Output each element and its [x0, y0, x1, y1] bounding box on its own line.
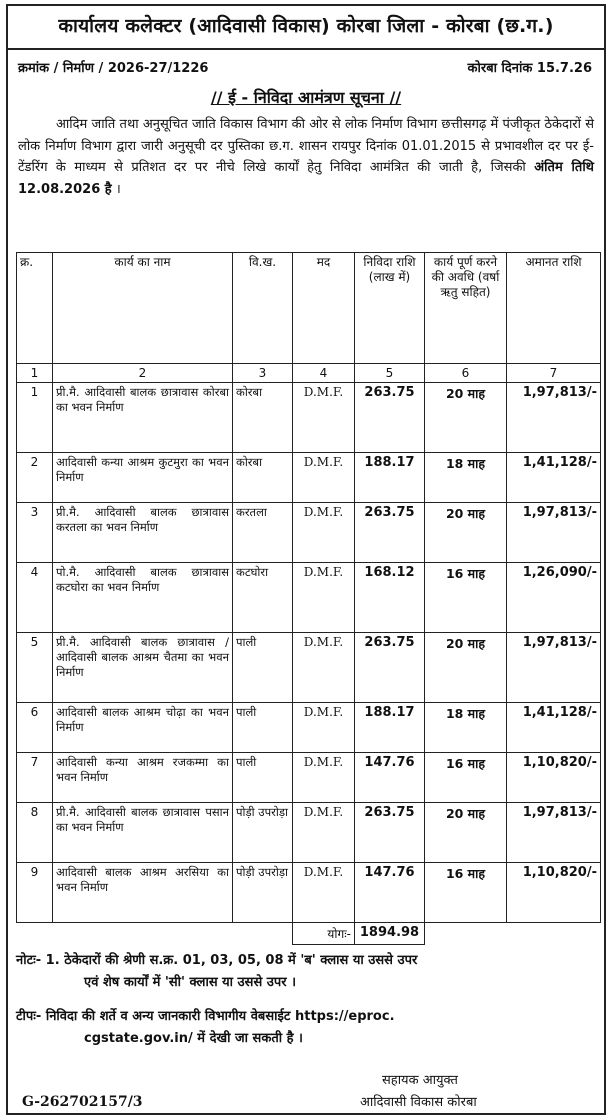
- signatory-title: सहायक आयुक्त: [382, 1073, 458, 1088]
- deposit-cell: 1,10,820/-: [507, 863, 601, 923]
- col-header-duration: कार्य पूर्ण करने की अवधि (वर्षा ऋतु सहित): [425, 253, 507, 364]
- work-name-cell: आदिवासी कन्या आश्रम रजकम्मा का भवन निर्माण: [53, 753, 233, 803]
- intro-text: आदिम जाति तथा अनुसूचित जाति विकास विभाग की ओर से लोक निर्माण विभाग छत्तीसगढ़ में पंजीकृत ठेकेदारों से लोक निर्माण विभाग द्वारा जारी अनुसूची दर पुस्तिका छ.ग. शासन रायपुर दिनांक 01.01.2015 से प्रभावशील दर पर ई-टेंडरिंग के माध्यम से प्रतिशत दर पर नीचे लिखे कार्यों हेतु निविदा आमंत्रित की जाती है, जिसकी: [18, 117, 594, 175]
- block-cell: कोरबा: [233, 453, 293, 503]
- duration-cell: 20 माह: [425, 383, 507, 453]
- notice-date: कोरबा दिनांक 15.7.26: [467, 61, 592, 76]
- block-cell: पाली: [233, 703, 293, 753]
- deposit-cell: 1,97,813/-: [507, 383, 601, 453]
- works-table: [16, 252, 601, 945]
- serial-cell: 2: [17, 453, 53, 503]
- block-cell: पाली: [233, 633, 293, 703]
- amount-cell: 188.17: [355, 453, 425, 503]
- tip-block: [16, 1006, 594, 1050]
- serial-cell: 3: [17, 503, 53, 563]
- table-row: [17, 803, 601, 863]
- table-row: [17, 703, 601, 753]
- work-name-cell: प्री.मै. आदिवासी बालक छात्रावास कोरबा का भवन निर्माण: [53, 383, 233, 453]
- head-cell: D.M.F.: [293, 633, 355, 703]
- note-block: [16, 950, 594, 994]
- col-number: 3: [233, 364, 293, 383]
- col-header-deposit: अमानत राशि: [507, 253, 601, 364]
- col-number: 5: [355, 364, 425, 383]
- duration-cell: 20 माह: [425, 803, 507, 863]
- amount-cell: 263.75: [355, 803, 425, 863]
- deposit-cell: 1,10,820/-: [507, 753, 601, 803]
- deposit-cell: 1,97,813/-: [507, 633, 601, 703]
- col-header-serial: क्र.: [17, 253, 53, 364]
- duration-cell: 16 माह: [425, 563, 507, 633]
- work-name-cell: आदिवासी बालक आश्रम अरसिया का भवन निर्माण: [53, 863, 233, 923]
- duration-cell: 16 माह: [425, 863, 507, 923]
- title-divider: [8, 48, 604, 50]
- head-cell: D.M.F.: [293, 753, 355, 803]
- block-cell: कोरबा: [233, 383, 293, 453]
- block-cell: करतला: [233, 503, 293, 563]
- amount-cell: 188.17: [355, 703, 425, 753]
- amount-cell: 263.75: [355, 633, 425, 703]
- table-row: [17, 453, 601, 503]
- deposit-cell: 1,26,090/-: [507, 563, 601, 633]
- col-header-amount: निविदा राशि (लाख में): [355, 253, 425, 364]
- amount-cell: 168.12: [355, 563, 425, 633]
- work-name-cell: आदिवासी बालक आश्रम चोढ़ा का भवन निर्माण: [53, 703, 233, 753]
- amount-cell: 147.76: [355, 753, 425, 803]
- intro-paragraph: [18, 114, 594, 200]
- col-header-head: मद: [293, 253, 355, 364]
- notice-heading: // ई - निविदा आमंत्रण सूचना //: [210, 88, 402, 107]
- serial-cell: 6: [17, 703, 53, 753]
- reference-number: क्रमांक / निर्माण / 2026-27/1226: [18, 61, 209, 76]
- col-number: 6: [425, 364, 507, 383]
- head-cell: D.M.F.: [293, 803, 355, 863]
- work-name-cell: प्री.मै. आदिवासी बालक छात्रावास करतला का भवन निर्माण: [53, 503, 233, 563]
- col-number: 1: [17, 364, 53, 383]
- tip-line-1: टीपः- निविदा की शर्ते व अन्य जानकारी विभागीय वेबसाईट https://eproc.: [16, 1009, 395, 1024]
- note-line-1: नोटः- 1. ठेकेदारों की श्रेणी स.क्र. 01, 03, 05, 08 में 'ब' क्लास या उससे उपर: [16, 953, 418, 968]
- work-name-cell: प्री.मै. आदिवासी बालक छात्रावास / आदिवासी बालक आश्रम चैतमा का भवन निर्माण: [53, 633, 233, 703]
- block-cell: पोड़ी उपरोड़ा: [233, 803, 293, 863]
- col-number: 7: [507, 364, 601, 383]
- total-label: योगः-: [293, 923, 355, 945]
- head-cell: D.M.F.: [293, 503, 355, 563]
- block-cell: पाली: [233, 753, 293, 803]
- amount-cell: 263.75: [355, 503, 425, 563]
- advertisement-code: G-262702157/3: [22, 1094, 143, 1110]
- head-cell: D.M.F.: [293, 563, 355, 633]
- total-spacer-right: [425, 923, 601, 945]
- work-name-cell: आदिवासी कन्या आश्रम कुटमुरा का भवन निर्माण: [53, 453, 233, 503]
- table-row: [17, 383, 601, 453]
- table-row: [17, 503, 601, 563]
- head-cell: D.M.F.: [293, 703, 355, 753]
- serial-cell: 9: [17, 863, 53, 923]
- signatory-office: आदिवासी विकास कोरबा: [360, 1095, 477, 1110]
- duration-cell: 16 माह: [425, 753, 507, 803]
- table-row: [17, 863, 601, 923]
- col-header-work-name: कार्य का नाम: [53, 253, 233, 364]
- head-cell: D.M.F.: [293, 863, 355, 923]
- head-cell: D.M.F.: [293, 453, 355, 503]
- tender-notice: [6, 4, 606, 1115]
- tip-line-2: cgstate.gov.in/ में देखी जा सकती है ।: [84, 1031, 303, 1046]
- block-cell: पोड़ी उपरोड़ा: [233, 863, 293, 923]
- duration-cell: 18 माह: [425, 453, 507, 503]
- amount-cell: 147.76: [355, 863, 425, 923]
- col-number: 2: [53, 364, 233, 383]
- duration-cell: 20 माह: [425, 633, 507, 703]
- column-number-row: [17, 364, 601, 383]
- block-cell: कटघोरा: [233, 563, 293, 633]
- duration-cell: 18 माह: [425, 703, 507, 753]
- amount-cell: 263.75: [355, 383, 425, 453]
- head-cell: D.M.F.: [293, 383, 355, 453]
- work-name-cell: पो.मै. आदिवासी बालक छात्रावास कटघोरा का भवन निर्माण: [53, 563, 233, 633]
- serial-cell: 1: [17, 383, 53, 453]
- work-name-cell: प्री.मै. आदिवासी बालक छात्रावास पसान का भवन निर्माण: [53, 803, 233, 863]
- col-number: 4: [293, 364, 355, 383]
- intro-end: ।: [115, 181, 121, 197]
- table-header-row: [17, 253, 601, 364]
- table-row: [17, 753, 601, 803]
- serial-cell: 7: [17, 753, 53, 803]
- table-row: [17, 633, 601, 703]
- note-line-2: एवं शेष कार्यों में 'सी' क्लास या उससे उपर ।: [84, 975, 297, 990]
- serial-cell: 5: [17, 633, 53, 703]
- col-header-block: वि.ख.: [233, 253, 293, 364]
- total-row: [17, 923, 601, 945]
- deposit-cell: 1,97,813/-: [507, 503, 601, 563]
- duration-cell: 20 माह: [425, 503, 507, 563]
- serial-cell: 4: [17, 563, 53, 633]
- deposit-cell: 1,97,813/-: [507, 803, 601, 863]
- total-value: 1894.98: [355, 923, 425, 945]
- deposit-cell: 1,41,128/-: [507, 453, 601, 503]
- deposit-cell: 1,41,128/-: [507, 703, 601, 753]
- table-row: [17, 563, 601, 633]
- total-spacer: [17, 923, 293, 945]
- deadline-text: अंतिम तिथि 12.08.2026 है: [18, 160, 594, 197]
- office-title: कार्यालय कलेक्टर (आदिवासी विकास) कोरबा जिला - कोरबा (छ.ग.): [58, 15, 554, 37]
- serial-cell: 8: [17, 803, 53, 863]
